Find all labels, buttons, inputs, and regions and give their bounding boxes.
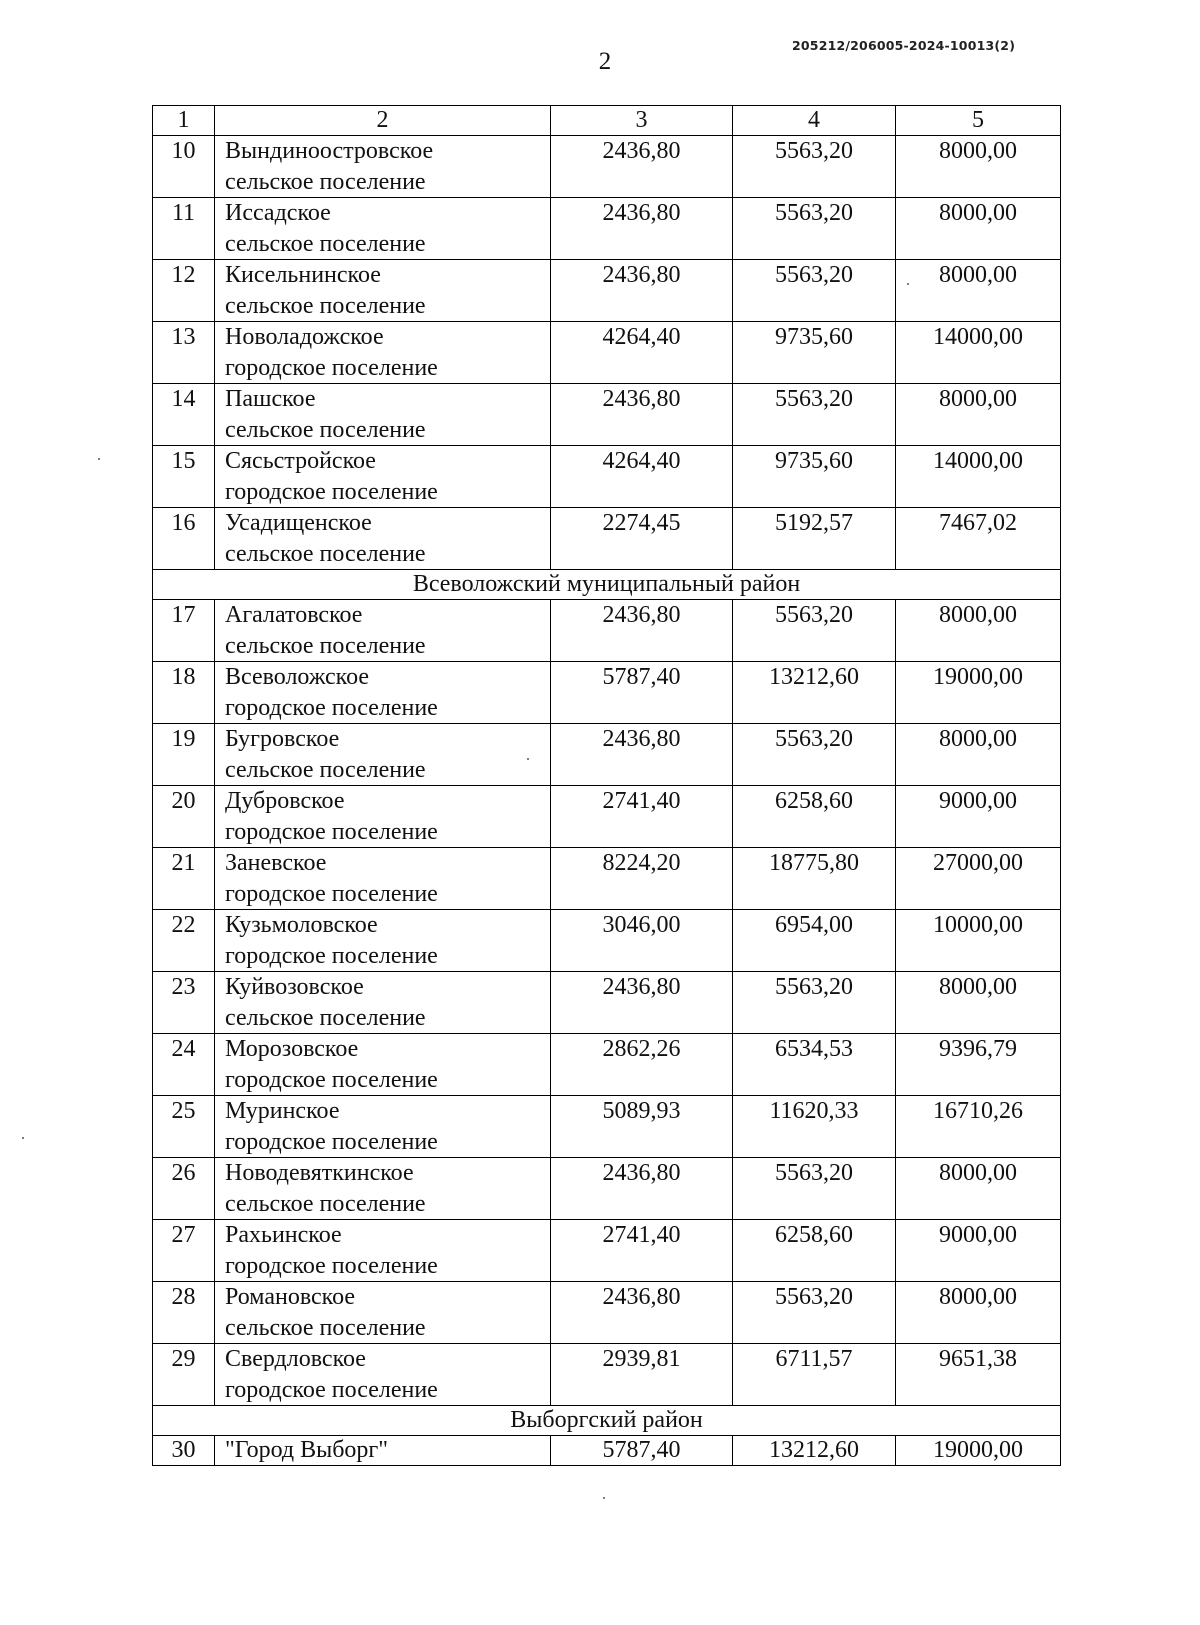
table-row (153, 786, 1061, 848)
table-row (153, 1436, 1061, 1466)
value-col4: 5563,20 (733, 724, 896, 786)
settlement-name (215, 1436, 551, 1466)
settlement-name (215, 322, 551, 384)
settlement-name (215, 1220, 551, 1282)
value-col4: 5563,20 (733, 600, 896, 662)
settlement-type-line2: городское поселение (225, 880, 438, 907)
value-col4: 13212,60 (733, 662, 896, 724)
table-row (153, 910, 1061, 972)
settlement-name (215, 260, 551, 322)
settlement-type-line2: городское поселение (225, 1128, 438, 1155)
table-row (153, 1096, 1061, 1158)
table-row (153, 136, 1061, 198)
settlement-name-line1: "Город Выборг" (225, 1437, 389, 1463)
table-row (153, 724, 1061, 786)
settlement-type-line2: сельское поселение (225, 1190, 426, 1217)
settlement-type-line2: сельское поселение (225, 1004, 426, 1031)
settlement-name (215, 1096, 551, 1158)
value-col3: 5787,40 (551, 662, 733, 724)
value-col5: 14000,00 (896, 446, 1061, 508)
settlement-name (215, 198, 551, 260)
settlement-type-line2: городское поселение (225, 942, 438, 969)
value-col5: 14000,00 (896, 322, 1061, 384)
value-col3: 4264,40 (551, 446, 733, 508)
value-col5: 9651,38 (896, 1344, 1061, 1406)
settlement-name-line1: Кузьмоловское (225, 912, 378, 938)
row-number: 21 (153, 848, 215, 910)
value-col5: 8000,00 (896, 384, 1061, 446)
table-row (153, 260, 1061, 322)
settlement-type-line2: сельское поселение (225, 168, 426, 195)
value-col5: 8000,00 (896, 198, 1061, 260)
settlement-name-line1: Сясьстройское (225, 448, 376, 474)
settlement-name-line1: Иссадское (225, 200, 331, 226)
settlement-name (215, 1344, 551, 1406)
scan-speck (527, 758, 529, 760)
value-col3: 2436,80 (551, 136, 733, 198)
value-col4: 5563,20 (733, 972, 896, 1034)
value-col4: 18775,80 (733, 848, 896, 910)
settlement-name (215, 446, 551, 508)
row-number: 11 (153, 198, 215, 260)
settlement-type-line2: сельское поселение (225, 416, 426, 443)
value-col3: 2274,45 (551, 508, 733, 570)
section-row (153, 570, 1061, 600)
value-col3: 2436,80 (551, 972, 733, 1034)
row-number: 10 (153, 136, 215, 198)
value-col5: 8000,00 (896, 1282, 1061, 1344)
row-number: 12 (153, 260, 215, 322)
value-col5: 7467,02 (896, 508, 1061, 570)
settlement-name-line1: Усадищенское (225, 510, 372, 536)
row-number: 27 (153, 1220, 215, 1282)
value-col4: 5563,20 (733, 1282, 896, 1344)
value-col4: 13212,60 (733, 1436, 896, 1466)
settlement-name (215, 136, 551, 198)
scan-speck (603, 1497, 605, 1499)
value-col3: 5787,40 (551, 1436, 733, 1466)
settlement-name (215, 724, 551, 786)
value-col3: 2939,81 (551, 1344, 733, 1406)
value-col4: 9735,60 (733, 322, 896, 384)
row-number: 22 (153, 910, 215, 972)
settlement-name (215, 1282, 551, 1344)
settlement-type-line2: городское поселение (225, 354, 438, 381)
settlement-name (215, 1158, 551, 1220)
value-col5: 8000,00 (896, 136, 1061, 198)
data-table (152, 105, 1061, 1466)
settlement-name-line1: Новоладожское (225, 324, 384, 350)
header-cell-col3: 3 (551, 106, 733, 136)
row-number: 29 (153, 1344, 215, 1406)
settlement-name-line1: Бугровское (225, 726, 340, 752)
header-cell-col2: 2 (215, 106, 551, 136)
value-col3: 3046,00 (551, 910, 733, 972)
settlement-name-line1: Агалатовское (225, 602, 363, 628)
table-row (153, 600, 1061, 662)
row-number: 17 (153, 600, 215, 662)
settlement-name-line1: Новодевяткинское (225, 1160, 414, 1186)
settlement-type-line2: городское поселение (225, 1066, 438, 1093)
row-number: 19 (153, 724, 215, 786)
page-number: 2 (598, 48, 612, 75)
settlement-name-line1: Дубровское (225, 788, 345, 814)
table-row (153, 662, 1061, 724)
settlement-name-line1: Заневское (225, 850, 327, 876)
value-col5: 9000,00 (896, 786, 1061, 848)
value-col3: 2436,80 (551, 724, 733, 786)
value-col4: 6258,60 (733, 786, 896, 848)
scan-speck (22, 1137, 24, 1139)
settlement-type-line2: городское поселение (225, 478, 438, 505)
table-row (153, 848, 1061, 910)
settlement-name-line1: Куйвозовское (225, 974, 364, 1000)
row-number: 28 (153, 1282, 215, 1344)
settlement-type-line2: сельское поселение (225, 540, 426, 567)
value-col3: 2436,80 (551, 260, 733, 322)
value-col4: 6534,53 (733, 1034, 896, 1096)
settlement-name (215, 384, 551, 446)
table-row (153, 508, 1061, 570)
value-col3: 2436,80 (551, 600, 733, 662)
value-col4: 11620,33 (733, 1096, 896, 1158)
scan-speck (907, 283, 909, 285)
table-row (153, 1034, 1061, 1096)
value-col3: 2436,80 (551, 1158, 733, 1220)
value-col3: 2436,80 (551, 1282, 733, 1344)
value-col3: 2862,26 (551, 1034, 733, 1096)
table-row (153, 198, 1061, 260)
section-title: Выборгский район (153, 1406, 1061, 1436)
settlement-name-line1: Кисельнинское (225, 262, 381, 288)
row-number: 13 (153, 322, 215, 384)
value-col3: 5089,93 (551, 1096, 733, 1158)
row-number: 30 (153, 1436, 215, 1466)
value-col3: 2741,40 (551, 786, 733, 848)
settlement-name (215, 1034, 551, 1096)
value-col3: 2436,80 (551, 198, 733, 260)
section-title: Всеволожский муниципальный район (153, 570, 1061, 600)
settlement-name-line1: Всеволожское (225, 664, 370, 690)
table-row (153, 1220, 1061, 1282)
table-row (153, 384, 1061, 446)
settlement-type-line2: городское поселение (225, 694, 438, 721)
settlement-type-line2: сельское поселение (225, 1314, 426, 1341)
scan-speck (98, 458, 100, 460)
row-number: 14 (153, 384, 215, 446)
section-row (153, 1406, 1061, 1436)
value-col3: 2741,40 (551, 1220, 733, 1282)
settlement-type-line2: сельское поселение (225, 632, 426, 659)
value-col5: 10000,00 (896, 910, 1061, 972)
row-number: 18 (153, 662, 215, 724)
row-number: 26 (153, 1158, 215, 1220)
value-col5: 8000,00 (896, 724, 1061, 786)
settlement-type-line2: городское поселение (225, 818, 438, 845)
table-body (153, 106, 1061, 1466)
value-col5: 8000,00 (896, 1158, 1061, 1220)
value-col5: 19000,00 (896, 1436, 1061, 1466)
value-col5: 9396,79 (896, 1034, 1061, 1096)
value-col4: 5563,20 (733, 1158, 896, 1220)
row-number: 16 (153, 508, 215, 570)
table-row (153, 972, 1061, 1034)
table-header-row (153, 106, 1061, 136)
row-number: 24 (153, 1034, 215, 1096)
value-col3: 2436,80 (551, 384, 733, 446)
value-col4: 6954,00 (733, 910, 896, 972)
settlement-name (215, 508, 551, 570)
settlement-name (215, 910, 551, 972)
document-code: 205212/206005-2024-10013(2) (792, 38, 1016, 53)
value-col4: 6258,60 (733, 1220, 896, 1282)
value-col4: 9735,60 (733, 446, 896, 508)
settlement-name (215, 662, 551, 724)
value-col5: 16710,26 (896, 1096, 1061, 1158)
settlement-name (215, 848, 551, 910)
value-col5: 8000,00 (896, 972, 1061, 1034)
row-number: 20 (153, 786, 215, 848)
header-cell-col4: 4 (733, 106, 896, 136)
settlement-type-line2: сельское поселение (225, 230, 426, 257)
value-col5: 9000,00 (896, 1220, 1061, 1282)
value-col4: 5192,57 (733, 508, 896, 570)
table-row (153, 1344, 1061, 1406)
settlement-name-line1: Вындиноостровское (225, 138, 434, 164)
settlement-type-line2: городское поселение (225, 1252, 438, 1279)
table-row (153, 1158, 1061, 1220)
value-col5: 8000,00 (896, 260, 1061, 322)
value-col4: 5563,20 (733, 198, 896, 260)
value-col5: 27000,00 (896, 848, 1061, 910)
value-col4: 5563,20 (733, 384, 896, 446)
value-col5: 8000,00 (896, 600, 1061, 662)
header-cell-col1: 1 (153, 106, 215, 136)
value-col4: 5563,20 (733, 260, 896, 322)
value-col3: 4264,40 (551, 322, 733, 384)
settlement-type-line2: сельское поселение (225, 756, 426, 783)
settlement-type-line2: городское поселение (225, 1376, 438, 1403)
row-number: 25 (153, 1096, 215, 1158)
value-col5: 19000,00 (896, 662, 1061, 724)
settlement-name (215, 972, 551, 1034)
value-col4: 6711,57 (733, 1344, 896, 1406)
table-row (153, 446, 1061, 508)
settlement-name-line1: Муринское (225, 1098, 340, 1124)
table-row (153, 1282, 1061, 1344)
settlement-name (215, 786, 551, 848)
settlement-name (215, 600, 551, 662)
row-number: 15 (153, 446, 215, 508)
settlement-name-line1: Романовское (225, 1284, 356, 1310)
settlement-name-line1: Свердловское (225, 1346, 366, 1372)
settlement-name-line1: Морозовское (225, 1036, 359, 1062)
value-col3: 8224,20 (551, 848, 733, 910)
settlement-type-line2: сельское поселение (225, 292, 426, 319)
settlement-name-line1: Рахьинское (225, 1222, 342, 1248)
header-cell-col5: 5 (896, 106, 1061, 136)
settlement-name-line1: Пашское (225, 386, 316, 412)
value-col4: 5563,20 (733, 136, 896, 198)
table-row (153, 322, 1061, 384)
row-number: 23 (153, 972, 215, 1034)
